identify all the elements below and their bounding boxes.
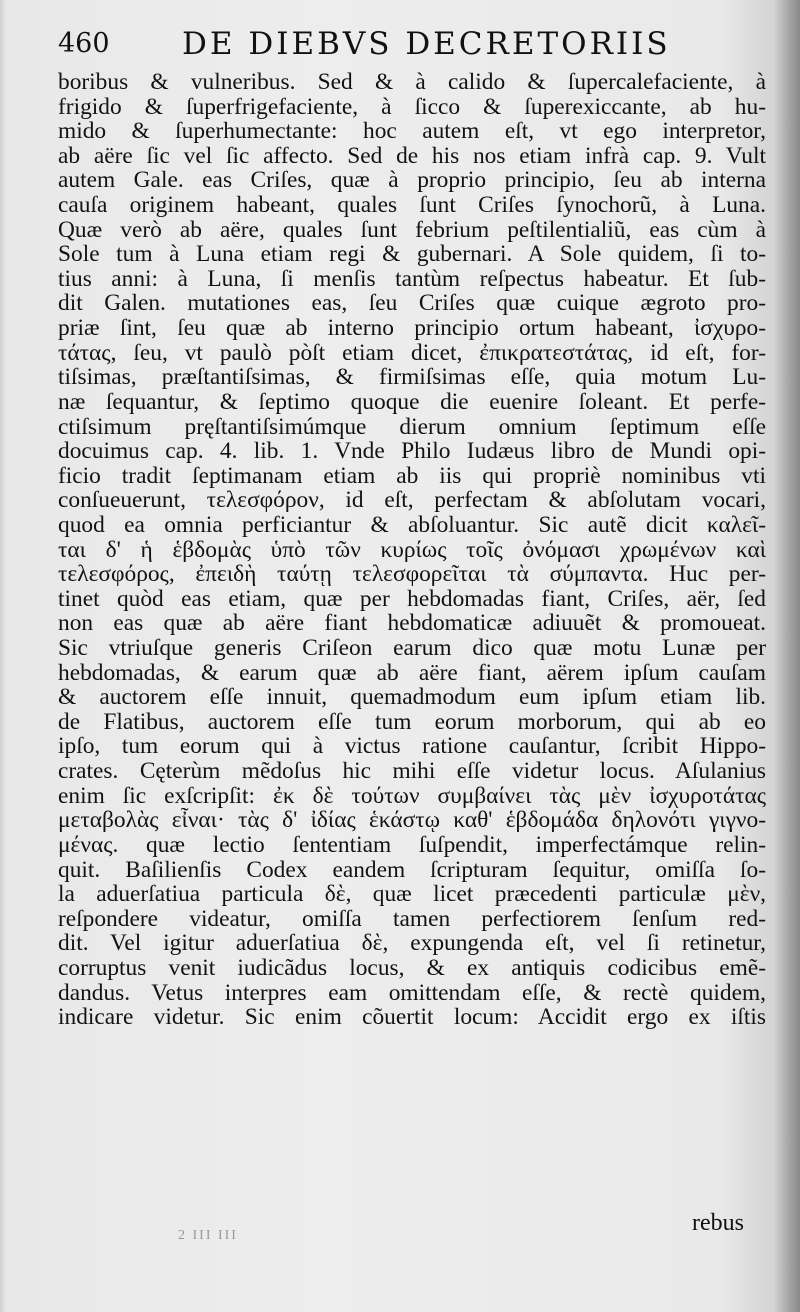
running-title: DE DIEBVS DECRETORIIS <box>182 26 671 62</box>
text-line: non eas quæ ab aëre fiant hebdomaticæ adiuuẽt & promoueat. <box>58 611 766 637</box>
text-line: τελεσφόρος, ἐπειδὴ ταύτῃ τελεσφορεῖται τὰ σύμπαντα. Huc per- <box>58 562 766 587</box>
text-line: næ ſequantur, & ſeptimo quoque die euenire ſoleant. Et perfe- <box>58 389 766 415</box>
text-line: τάτας, ſeu, vt paulò pòſt etiam dicet, ἐπικρατεστάτας, id eſt, for- <box>58 340 766 366</box>
text-line: frigido & ſuperfrigefaciente, à ſicco & ſuperexiccante, ab hu- <box>58 94 766 120</box>
text-line: μεταβολὰς εἶναι· τὰς δ' ἰδίας ἑκάστῳ καθ' ἑβδομάδα δηλονότι γιγνο- <box>58 808 766 833</box>
text-line: reſpondere videatur, omiſſa tamen perfectiorem ſenſum red- <box>58 906 766 932</box>
text-line: conſueuerunt, τελεσφόρον, id eſt, perfectam & abſolutam vocari, <box>58 488 766 513</box>
text-line: la aduerſatiua particula δὲ, quæ licet præcedenti particulæ μὲν, <box>58 882 766 907</box>
text-line: ται δ' ἡ ἑβδομὰς ὑπὸ τῶν κυρίως τοῖς ὀνόμασι χρωμένων καὶ <box>58 537 766 563</box>
text-line: tinet quòd eas etiam, quæ per hebdomadas fiant, Criſes, aër, ſed <box>58 586 766 612</box>
text-line: priæ ſint, ſeu quæ ab interno principio ortum habeant, ἰσχυρο- <box>58 316 766 341</box>
text-line: quod ea omnia perficiantur & abſoluantur. Sic autẽ dicit καλεῖ- <box>58 512 766 538</box>
page-number: 460 <box>58 28 110 59</box>
text-line: hebdomadas, & earum quæ ab aëre fiant, aërem ipſum cauſam <box>58 660 766 686</box>
text-line: indicare videtur. Sic enim cõuertit locum: Accidit ergo ex iſtis <box>58 1005 766 1030</box>
text-line: cauſa originem habeant, quales ſunt Criſes ſynochorũ, à Luna. <box>58 193 766 218</box>
text-line: crates. Cęterùm mẽdoſus hic mihi eſſe videtur locus. Aſulanius <box>58 759 766 784</box>
text-line: boribus & vulneribus. Sed & à calido & ſupercalefaciente, à <box>58 70 766 95</box>
page-header <box>58 20 758 70</box>
text-line: docuimus cap. 4. lib. 1. Vnde Philo Iudæus libro de Mundi opi- <box>58 439 766 464</box>
text-line: ctiſsimum pręſtantiſsimúmque dierum omnium ſeptimum eſſe <box>58 414 766 440</box>
text-line: dandus. Vetus interpres eam omittendam eſſe, & rectè quidem, <box>58 980 766 1006</box>
text-line: corruptus venit iudicãdus locus, & ex antiquis codicibus emẽ- <box>58 955 766 981</box>
signature-mark: 2 III III <box>178 1228 238 1243</box>
text-line: de Flatibus, auctorem eſſe tum eorum morborum, qui ab eo <box>58 709 766 735</box>
text-line: ab aëre ſic vel ſic affecto. Sed de his nos etiam infrà cap. 9. Vult <box>58 143 766 169</box>
text-line: tius anni: à Luna, ſi menſis tantùm reſpectus habeatur. Et ſub- <box>58 266 766 292</box>
text-line: mido & ſuperhumectante: hoc autem eſt, vt ego interpretor, <box>58 119 766 144</box>
text-line: autem Gale. eas Criſes, quæ à proprio principio, ſeu ab interna <box>58 168 766 194</box>
text-line: enim ſic exſcripſit: ἐκ δὲ τούτων συμβαίνει τὰς μὲν ἰσχυροτάτας <box>58 783 766 809</box>
text-line: Sic vtriuſque generis Criſeon earum dico quæ motu Lunæ per <box>58 636 766 661</box>
page-gutter-shadow <box>774 0 800 1312</box>
text-line: Sole tum à Luna etiam regi & gubernari. A Sole quidem, ſi to- <box>58 242 766 267</box>
text-line: dit Galen. mutationes eas, ſeu Criſes quæ cuique ægroto pro- <box>58 291 766 317</box>
text-line: & auctorem eſſe innuit, quemadmodum eum ipſum etiam lib. <box>58 685 766 710</box>
catchword: rebus <box>692 1210 744 1236</box>
text-line: ficio tradit ſeptimanam etiam ab iis qui propriè nominibus vti <box>58 463 766 489</box>
body-text-block <box>58 70 766 1030</box>
text-line: dit. Vel igitur aduerſatiua δὲ, expungenda eſt, vel ſi retinetur, <box>58 931 766 956</box>
text-line: ipſo, tum eorum qui à victus ratione cauſantur, ſcribit Hippo- <box>58 734 766 760</box>
text-line: μένας. quæ lectio ſententiam ſuſpendit, imperfectámque relin- <box>58 832 766 858</box>
text-line: tiſsimas, præſtantiſsimas, & firmiſsimas eſſe, quia motum Lu- <box>58 365 766 390</box>
text-line: quit. Baſilienſis Codex eandem ſcripturam ſequitur, omiſſa ſo- <box>58 857 766 883</box>
text-line: Quæ verò ab aëre, quales ſunt febrium peſtilentialiũ, eas cùm à <box>58 217 766 243</box>
